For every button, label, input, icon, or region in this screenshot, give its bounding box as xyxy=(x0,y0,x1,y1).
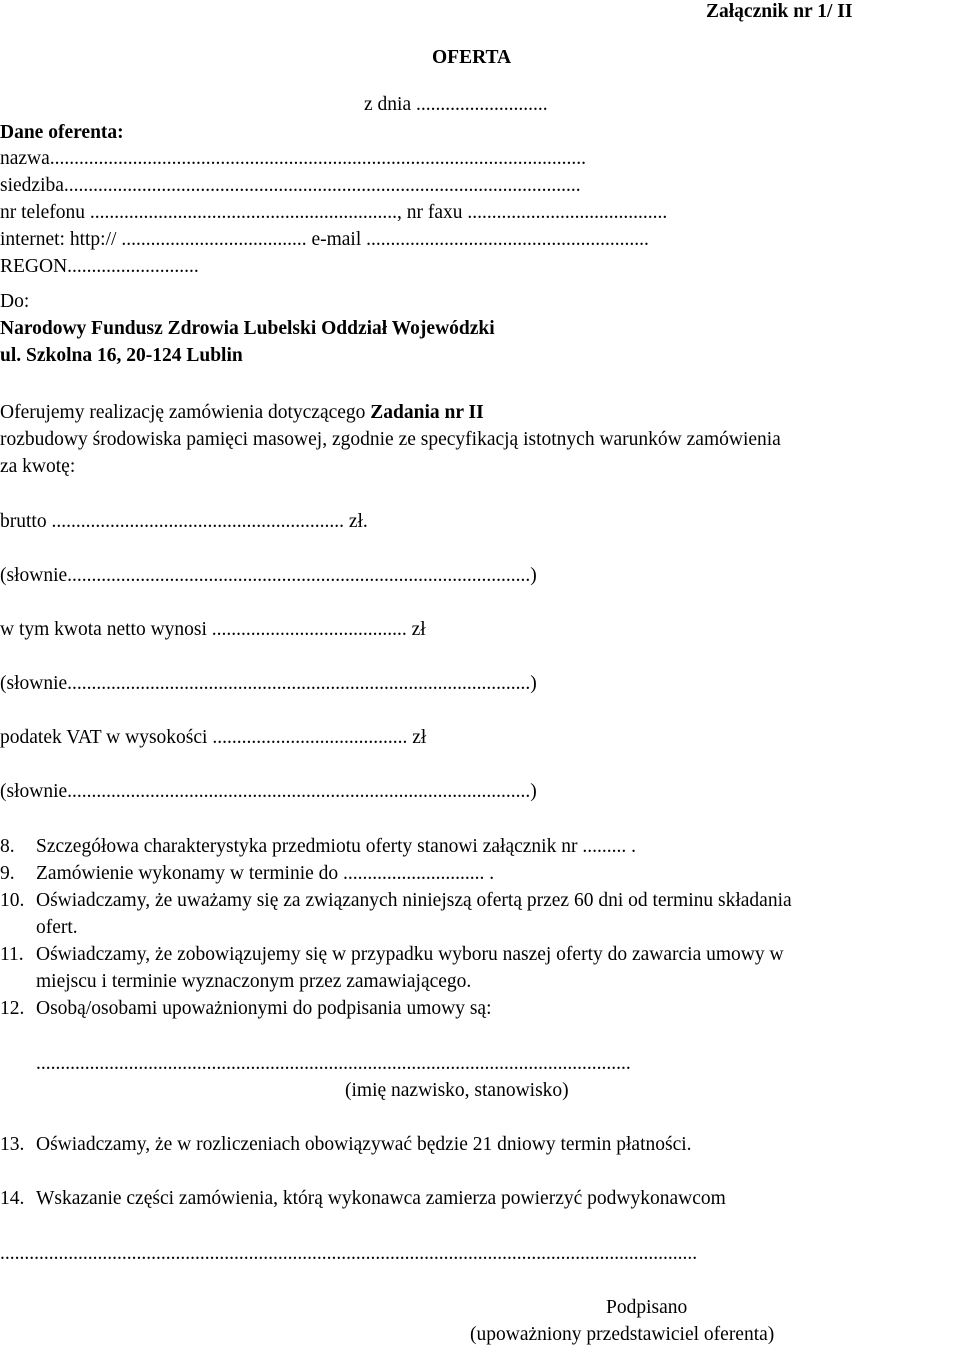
offer-description: rozbudowy środowiska pamięci masowej, zgodnie ze specyfikacją istotnych warunków zamówienia xyxy=(0,429,781,450)
offeror-seat-line: siedziba.......................................................................................................... xyxy=(0,175,581,196)
gross-amount-line: brutto ............................................................ zł. xyxy=(0,511,368,532)
list-item-number: 12. xyxy=(0,998,25,1019)
list-item-text: Zamówienie wykonamy w terminie do ............................. . xyxy=(36,863,495,884)
offeror-name-line: nazwa.............................................................................................................. xyxy=(0,148,587,169)
recipient-address: ul. Szkolna 16, 20-124 Lublin xyxy=(0,345,243,366)
document-title: OFERTA xyxy=(432,47,512,68)
vat-amount-line: podatek VAT w wysokości ........................................ zł xyxy=(0,727,427,748)
list-item-text: Oświadczamy, że w rozliczeniach obowiązywać będzie 21 dniowy termin płatności. xyxy=(36,1134,692,1155)
date-line: z dnia ........................... xyxy=(364,94,548,115)
gross-words-line: (słownie...............................................................................................) xyxy=(0,565,537,586)
recipient-name: Narodowy Fundusz Zdrowia Lubelski Oddział Wojewódzki xyxy=(0,318,495,339)
offeror-phone-fax-line: nr telefonu ..............................................................., nr faxu ......................................... xyxy=(0,202,668,223)
offer-intro-text: Oferujemy realizację zamówienia dotyczącego xyxy=(0,402,371,423)
signatory-caption: (upoważniony przedstawiciel oferenta) xyxy=(470,1324,775,1345)
offer-task-name: Zadania nr II xyxy=(370,402,484,423)
signed-label: Podpisano xyxy=(606,1297,688,1318)
net-words-line: (słownie...............................................................................................) xyxy=(0,673,537,694)
list-item-number: 11. xyxy=(0,944,24,965)
list-item-text-continued: miejscu i terminie wyznaczonym przez zamawiającego. xyxy=(36,971,472,992)
list-item-number: 8. xyxy=(0,836,15,857)
attachment-label: Załącznik nr 1/ II xyxy=(706,1,853,22)
offer-amount-label: za kwotę: xyxy=(0,456,76,477)
list-item-number: 9. xyxy=(0,863,15,884)
subcontractor-line: ............................................................................................................................................... xyxy=(0,1243,698,1264)
list-item-text-continued: ofert. xyxy=(36,917,78,938)
authorized-persons-line: .......................................................................................................................... xyxy=(36,1053,631,1074)
offeror-heading: Dane oferenta: xyxy=(0,122,124,143)
vat-words-line: (słownie...............................................................................................) xyxy=(0,781,537,802)
list-item-number: 10. xyxy=(0,890,25,911)
list-item-text: Osobą/osobami upoważnionymi do podpisania umowy są: xyxy=(36,998,492,1019)
list-item-number: 13. xyxy=(0,1134,25,1155)
offeror-regon-line: REGON........................... xyxy=(0,256,199,277)
list-item-text: Oświadczamy, że zobowiązujemy się w przypadku wyboru naszej oferty do zawarcia umowy w xyxy=(36,944,784,965)
authorized-persons-caption: (imię nazwisko, stanowisko) xyxy=(345,1080,569,1101)
list-item-text: Szczegółowa charakterystyka przedmiotu oferty stanowi załącznik nr ......... . xyxy=(36,836,636,857)
list-item-number: 14. xyxy=(0,1188,25,1209)
net-amount-line: w tym kwota netto wynosi ........................................ zł xyxy=(0,619,426,640)
recipient-to-label: Do: xyxy=(0,291,30,312)
offer-intro xyxy=(0,403,484,423)
list-item-text: Oświadczamy, że uważamy się za związanych niniejszą ofertą przez 60 dni od terminu składania xyxy=(36,890,792,911)
offeror-internet-email-line: internet: http:// ...................................... e-mail .......................................................... xyxy=(0,229,649,250)
list-item-text: Wskazanie części zamówienia, którą wykonawca zamierza powierzyć podwykonawcom xyxy=(36,1188,726,1209)
